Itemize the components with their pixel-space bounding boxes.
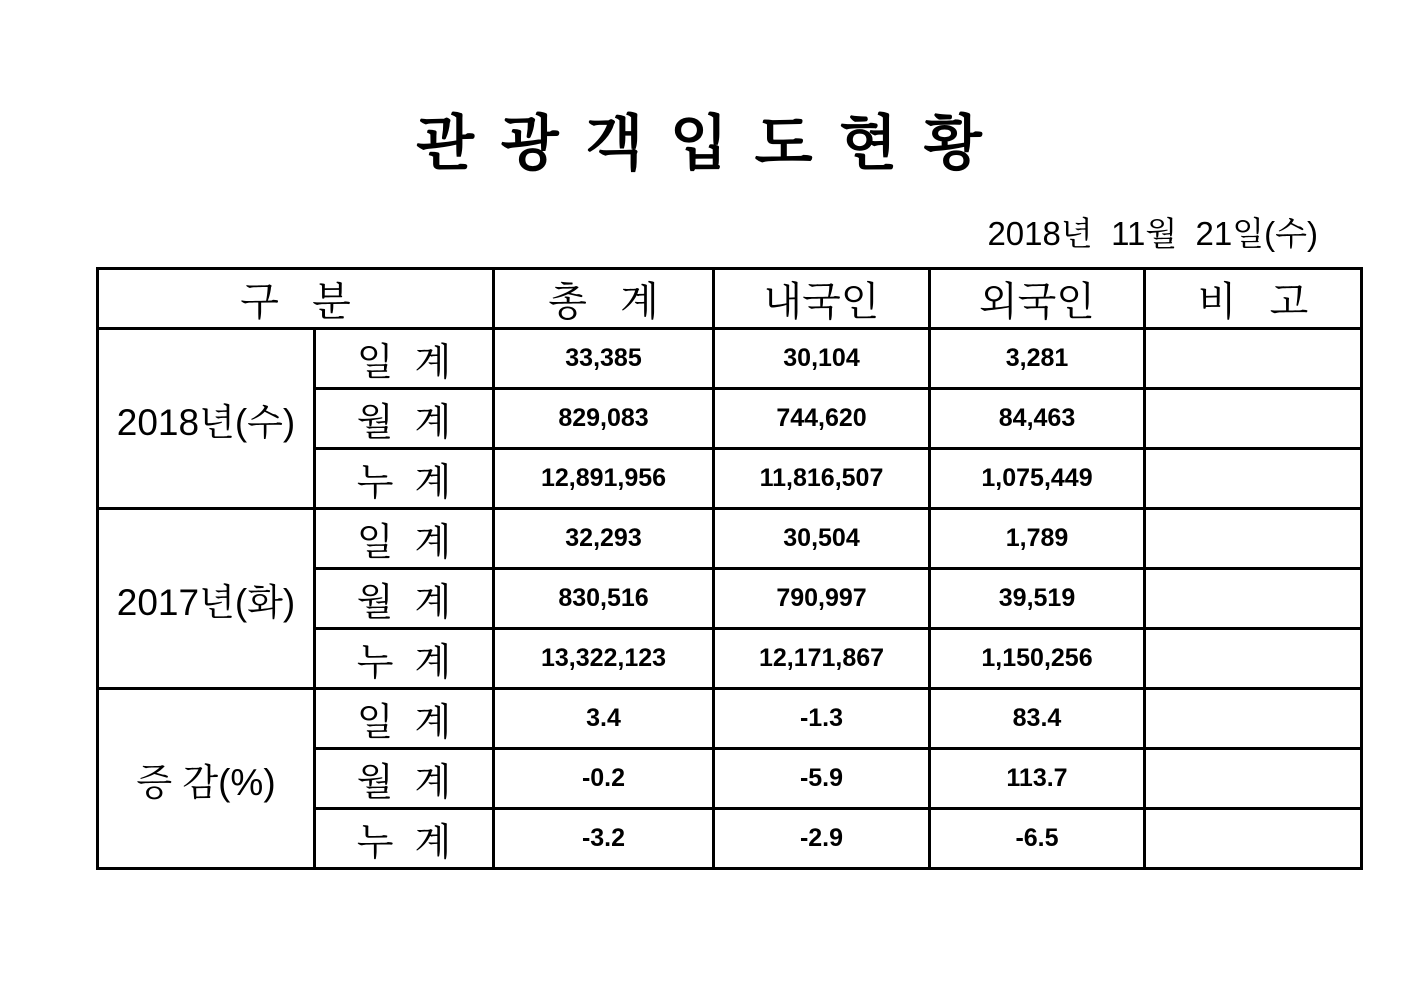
foreign-cell: 1,150,256 xyxy=(930,629,1145,689)
foreign-cell: 1,075,449 xyxy=(930,449,1145,509)
table-header-row xyxy=(98,269,1362,329)
total-cell: 32,293 xyxy=(494,509,714,569)
total-cell: 830,516 xyxy=(494,569,714,629)
row-label-cell: 월 계 xyxy=(315,569,494,629)
group-cell-change: 증 감(%) xyxy=(98,689,315,869)
foreign-cell: 1,789 xyxy=(930,509,1145,569)
header-note: 비 고 xyxy=(1145,269,1362,329)
foreign-cell: 84,463 xyxy=(930,389,1145,449)
domestic-cell: -5.9 xyxy=(714,749,930,809)
report-date: 2018년 11월 21일(수) xyxy=(987,215,1318,252)
header-foreign: 외국인 xyxy=(930,269,1145,329)
domestic-cell: 30,104 xyxy=(714,329,930,389)
total-cell: 829,083 xyxy=(494,389,714,449)
total-cell: 33,385 xyxy=(494,329,714,389)
row-label-cell: 일 계 xyxy=(315,509,494,569)
foreign-cell: 3,281 xyxy=(930,329,1145,389)
foreign-cell: 83.4 xyxy=(930,689,1145,749)
note-cell xyxy=(1145,569,1362,629)
row-label-cell: 월 계 xyxy=(315,749,494,809)
total-cell: 12,891,956 xyxy=(494,449,714,509)
total-cell: 3.4 xyxy=(494,689,714,749)
table-row xyxy=(98,509,1362,569)
tourist-arrivals-table xyxy=(96,267,1363,870)
table-row xyxy=(98,329,1362,389)
total-cell: 13,322,123 xyxy=(494,629,714,689)
group-cell-2018: 2018년(수) xyxy=(98,329,315,509)
total-cell: -3.2 xyxy=(494,809,714,869)
header-category: 구 분 xyxy=(98,269,494,329)
group-cell-2017: 2017년(화) xyxy=(98,509,315,689)
foreign-cell: 39,519 xyxy=(930,569,1145,629)
row-label-cell: 누 계 xyxy=(315,809,494,869)
note-cell xyxy=(1145,509,1362,569)
row-label-cell: 월 계 xyxy=(315,389,494,449)
header-domestic: 내국인 xyxy=(714,269,930,329)
foreign-cell: -6.5 xyxy=(930,809,1145,869)
domestic-cell: 12,171,867 xyxy=(714,629,930,689)
note-cell xyxy=(1145,449,1362,509)
row-label-cell: 누 계 xyxy=(315,629,494,689)
domestic-cell: -2.9 xyxy=(714,809,930,869)
foreign-cell: 113.7 xyxy=(930,749,1145,809)
domestic-cell: -1.3 xyxy=(714,689,930,749)
total-cell: -0.2 xyxy=(494,749,714,809)
header-total: 총 계 xyxy=(494,269,714,329)
domestic-cell: 11,816,507 xyxy=(714,449,930,509)
note-cell xyxy=(1145,329,1362,389)
note-cell xyxy=(1145,689,1362,749)
domestic-cell: 744,620 xyxy=(714,389,930,449)
row-label-cell: 일 계 xyxy=(315,329,494,389)
table-row xyxy=(98,689,1362,749)
row-label-cell: 일 계 xyxy=(315,689,494,749)
domestic-cell: 790,997 xyxy=(714,569,930,629)
row-label-cell: 누 계 xyxy=(315,449,494,509)
note-cell xyxy=(1145,809,1362,869)
note-cell xyxy=(1145,389,1362,449)
domestic-cell: 30,504 xyxy=(714,509,930,569)
note-cell xyxy=(1145,749,1362,809)
page-title: 관 광 객 입 도 현 황 xyxy=(416,110,987,177)
note-cell xyxy=(1145,629,1362,689)
